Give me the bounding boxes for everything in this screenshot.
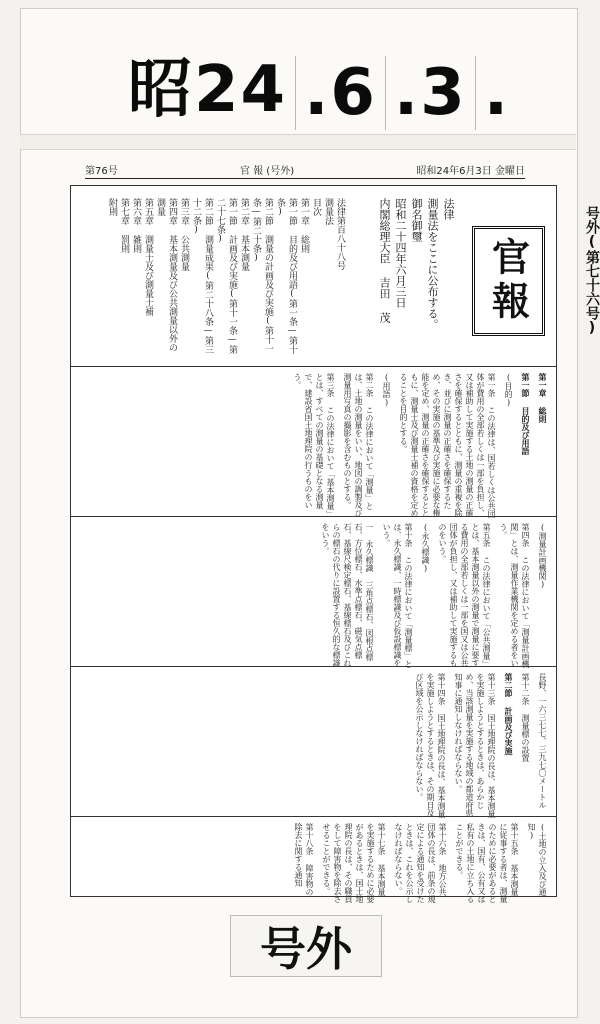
date-stamp-era-year: 昭24	[128, 53, 288, 127]
date-stamp-end: .	[475, 56, 518, 130]
issue-number: 第76号	[85, 165, 118, 177]
band-text: 第三条 この法律において「基本測量」とは、すべての測量の基礎となる測量で、建設省国土地理院の行うものをいう。	[293, 373, 335, 518]
band-text: 第十条 この法律において「測量標」とは、永久標識、一時標識及び仮設標識をいう。	[382, 523, 413, 668]
band-text: 一 永久標識 三角点標石、図根点標石、方位標石、水準点標石、磁気点標石、基線尺検定標石、基線標石及びこれらの標石の代りに設置する恒久的な標識をいう。	[321, 523, 374, 667]
toc-line: 第三章 公共測量	[179, 198, 189, 271]
band-text: 第二節 計画及び実施	[504, 673, 514, 755]
band-text: (目的)	[504, 373, 513, 407]
mounting-tape	[20, 134, 576, 150]
toc-line: 法律第百八十八号	[335, 198, 345, 270]
text-band-4	[71, 816, 556, 909]
band-text: (用語)	[382, 373, 391, 407]
masthead-block	[468, 196, 548, 366]
text-band-1	[71, 366, 556, 529]
toc-line: 第六章 雑則	[131, 198, 141, 253]
band-text: 第一条 この法律は、国若しくは公共団体が費用の全部若しくは一部を負担し、又は補助して実施する土地の測量の正確さを確保するとともに、測量の重複を除き、並びに測量の正確さを確保するため、その実施の基準及び実施に必要な権能を定め、測量の正確さを確保するとともに、測量士及び測量士補の資格を定めることを目的とする。	[399, 373, 496, 518]
extra-edition-banner	[230, 915, 382, 977]
law-line: 測量法をここに公布する。	[426, 198, 439, 330]
text-band-3	[71, 666, 556, 829]
band-text: 第四条 この法律において「測量計画機関」とは、測量作業機関を定める者をいう。	[499, 523, 530, 668]
masthead-title: 官報	[472, 226, 545, 336]
toc-line: 第四章 基本測量及び公共測量以外の測量	[155, 198, 177, 352]
band-text: 第一節 目的及び用語	[521, 373, 531, 455]
issue-date: 昭和24年6月3日 金曜日	[416, 165, 525, 177]
extra-edition-banner-text: 号外	[260, 922, 352, 976]
toc-line: 附則	[107, 198, 117, 216]
toc-line: 第一章 総則	[299, 198, 309, 253]
toc-line: 第一節 目的及び用語(第一条—第十条)	[275, 198, 297, 354]
date-stamp-month: .6	[295, 56, 385, 130]
toc-line: 測量法	[323, 198, 333, 225]
date-stamp-day: .3	[385, 56, 475, 130]
band-text: 第五条 この法律において「公共測量」とは、基本測量以外の測量で測量に要する費用の全部若しくは一部を国又は公共団体が負担し、又は補助して実施するものをいう。	[438, 523, 491, 668]
table-of-contents	[106, 198, 346, 358]
toc-line: 第二章 基本測量	[239, 198, 249, 271]
band-text: 第十二条 測量標の設置	[521, 673, 530, 762]
law-promulgation	[376, 198, 456, 358]
band-text: 第十七条 基本測量を実施するために必要があるときは、国土地理院の長は、その職員をして障害物を除去させることができる。	[322, 823, 386, 903]
band-text: 第二条 この法律において「測量」とは、土地の測量をいい、地図の調製及び測量用写真の撮影を含むものとする。	[343, 373, 374, 517]
text-band-2	[71, 516, 556, 679]
gazette-name: 官 報 (号外)	[239, 165, 295, 177]
toc-line: 第七章 罰則	[119, 198, 129, 253]
gazette-main	[70, 185, 600, 903]
date-stamp	[120, 20, 560, 130]
toc-line: 第二節 測量の計画及び実施(第十一条—第二十条)	[251, 198, 273, 353]
band-text: (測量計画機関)	[538, 523, 547, 589]
toc-line: 第一節 計画及び実施(第十一条—第二十七条)	[215, 198, 237, 354]
extra-edition-label: 号外(第七十六号)	[584, 206, 600, 336]
band-text: 第一章 総則	[538, 373, 548, 423]
law-line: 内閣総理大臣 吉田 茂	[378, 198, 391, 323]
band-text: 第十三条 国土地理院の長は、基本測量を実施しようとするときは、あらかじめ、当該測量を実施する地域の都道府県知事に通知しなければならない。	[454, 673, 496, 818]
gazette-header	[85, 160, 525, 179]
band-text: 長野、一六三七七、三九七〇メートル	[538, 673, 547, 809]
law-line: 昭和二十四年六月三日	[394, 198, 407, 308]
band-text: 第十八条 障害物の除去に関する通知	[294, 823, 314, 896]
band-text: 第十四条 国土地理院の長は、基本測量を実施しようとするときは、その期日及び区域を公示しなければならない。	[415, 673, 446, 818]
band-text: (永久標識)	[421, 523, 430, 573]
band-text: (土地の立入及び通知)	[527, 823, 547, 896]
law-line: 御名御璽	[410, 198, 423, 242]
toc-line: 目次	[311, 198, 321, 216]
band-text: 第十五条 基本測量に従事する者は、測量のために必要があるときは、国有、公有又は私有の土地に立ち入ることができる。	[455, 823, 519, 903]
band-text: 第十六条 地方公共団体の長は、前条の規定による通知を受けたときは、これを公示しなければならない。	[394, 823, 447, 903]
toc-line: 第二節 測量成果(第二十八条—第三十二条)	[191, 198, 213, 354]
toc-line: 第五章 測量士及び測量士補	[143, 198, 153, 316]
law-line: 法律	[442, 198, 455, 220]
